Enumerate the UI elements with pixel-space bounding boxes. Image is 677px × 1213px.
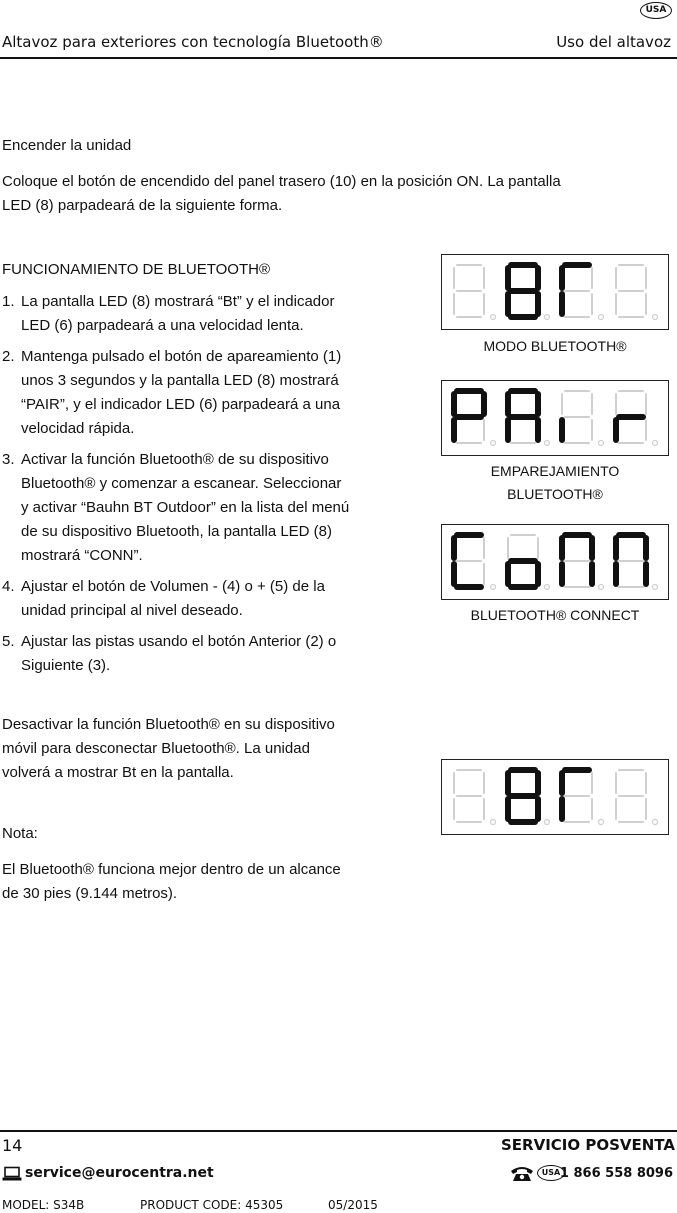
service-title: SERVICIO POSVENTA <box>501 1136 675 1154</box>
bluetooth-steps <box>2 290 422 685</box>
usa-region-badge: USA <box>640 2 672 19</box>
step-5: 5. Ajustar las pistas usando el botón Anterior (2) o Siguiente (3). <box>2 633 337 674</box>
note-heading: Nota: <box>2 825 38 842</box>
pairing-label: EMPAREJAMIENTO BLUETOOTH® <box>490 463 620 502</box>
step-1: 1. La pantalla LED (8) mostrará “Bt” y el indicador LED (6) parpadeará a una velocidad lenta. <box>2 293 335 334</box>
header-rule <box>0 57 677 59</box>
product-code: PRODUCT CODE: 45305 <box>140 1198 284 1212</box>
footer-rule <box>0 1130 677 1132</box>
bluetooth-heading: FUNCIONAMIENTO DE BLUETOOTH® <box>2 261 271 278</box>
usa-phone-badge: USA <box>537 1165 565 1181</box>
service-email[interactable]: service@eurocentra.net <box>25 1165 214 1181</box>
page-number: 14 <box>2 1136 23 1155</box>
note-paragraph: El Bluetooth® funciona mejor dentro de un alcance de 30 pies (9.144 metros). <box>2 861 341 902</box>
telephone-icon <box>510 1165 534 1182</box>
laptop-icon <box>2 1166 22 1182</box>
disconnect-paragraph: Desactivar la función Bluetooth® en su dispositivo móvil para desconectar Bluetooth®. La unidad volverá a mostrar Bt en la pantalla. <box>2 716 335 781</box>
service-phone[interactable]: 1 866 558 8096 <box>559 1166 673 1181</box>
intro-heading: Encender la unidad <box>2 137 132 154</box>
lcd-display-conn <box>441 524 669 600</box>
bt-mode-label: MODO BLUETOOTH® <box>483 338 627 354</box>
step-2: 2. Mantenga pulsado el botón de apareamiento (1) unos 3 segundos y la pantalla LED (8) mostrará “PAIR”, y el indicador LED (6) parpadeará a una velocidad rápida. <box>2 348 342 437</box>
step-3: 3. Activar la función Bluetooth® de su dispositivo Bluetooth® y comenzar a escanear. Seleccionar y activar “Bauhn BT Outdoor” en la lista del menú de su dispositivo Bluetooth, la pantalla LED (8) mostrará “CONN”. <box>2 451 350 564</box>
header-section: Uso del altavoz <box>556 33 671 51</box>
model-number: MODEL: S34B <box>2 1198 85 1212</box>
header-title: Altavoz para exteriores con tecnología Bluetooth® <box>2 33 384 51</box>
publish-date: 05/2015 <box>328 1198 378 1212</box>
lcd-display-bt-return <box>441 759 669 835</box>
lcd-display-bt <box>441 254 669 330</box>
intro-paragraph: Coloque el botón de encendido del panel trasero (10) en la posición ON. La pantalla LED (8) parpadeará de la siguiente forma. <box>2 173 561 214</box>
lcd-display-pair <box>441 380 669 456</box>
connect-label: BLUETOOTH® CONNECT <box>470 607 640 623</box>
step-4: 4. Ajustar el botón de Volumen - (4) o + (5) de la unidad principal al nivel deseado. <box>2 578 325 619</box>
